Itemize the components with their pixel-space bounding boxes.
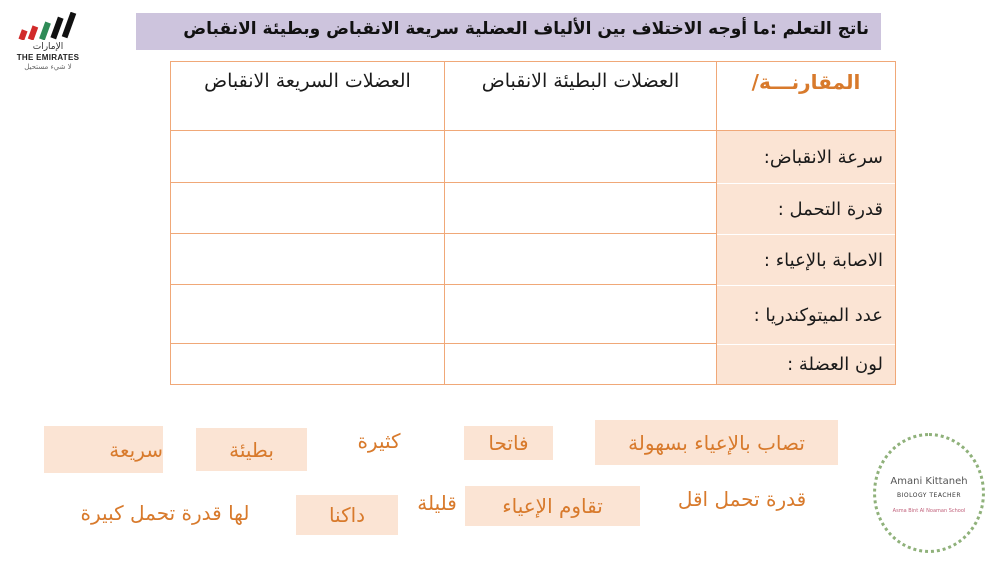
chip-low-endurance[interactable]: قدرة تحمل اقل — [677, 487, 807, 511]
drop-cell-slow-endurance[interactable] — [445, 184, 716, 234]
row-label-endurance: قدرة التحمل : — [717, 184, 895, 234]
chip-many[interactable]: كثيرة — [357, 429, 401, 453]
header-slow-muscles: العضلات البطيئة الانقباض — [481, 70, 680, 92]
drop-cell-slow-fatigue[interactable] — [445, 235, 716, 285]
chip-few[interactable]: قليلة — [417, 491, 457, 515]
header-fast-muscles: العضلات السريعة الانقباض — [204, 70, 411, 92]
chip-dark[interactable]: داكنا — [296, 495, 398, 535]
teacher-stamp — [873, 433, 985, 553]
drop-cell-fast-endurance[interactable] — [171, 184, 444, 234]
row-label-contraction-speed: سرعة الانقباض: — [717, 131, 895, 183]
drop-cell-fast-mitochondria[interactable] — [171, 286, 444, 344]
stamp-role: BIOLOGY TEACHER — [897, 492, 961, 499]
stamp-name: Amani Kittaneh — [890, 476, 968, 487]
chip-light[interactable]: فاتحا — [464, 426, 553, 460]
stamp-school: Asma Bint Al Noaman School — [892, 508, 966, 514]
emirates-logo — [12, 12, 84, 74]
logo-english-text: THE EMIRATES — [16, 53, 80, 62]
logo-tagline: لا شيء مستحيل — [24, 63, 72, 71]
drop-cell-fast-speed[interactable] — [171, 131, 444, 183]
comparison-table — [170, 61, 896, 385]
drop-cell-slow-speed[interactable] — [445, 131, 716, 183]
chip-slow[interactable]: بطيئة — [196, 428, 307, 471]
drop-cell-fast-fatigue[interactable] — [171, 235, 444, 285]
row-label-mitochondria: عدد الميتوكندريا : — [717, 286, 895, 344]
drop-cell-slow-color[interactable] — [445, 345, 716, 384]
header-comparison: المقارنـــة/ — [751, 70, 861, 94]
drop-cell-slow-mitochondria[interactable] — [445, 286, 716, 344]
page-title: ناتج التعلم :ما أوجه الاختلاف بين الألياف العضلية سريعة الانقباض وبطيئة الانقباض — [136, 13, 881, 50]
logo-arabic-text: الإمارات — [32, 42, 64, 52]
chip-resist-fatigue[interactable]: تقاوم الإعياء — [465, 486, 640, 526]
row-label-fatigue: الاصابة بالإعياء : — [717, 235, 895, 285]
chip-fast[interactable]: سريعة — [44, 426, 163, 473]
row-label-muscle-color: لون العضلة : — [717, 345, 895, 384]
chip-easy-fatigue[interactable]: تصاب بالإعياء بسهولة — [595, 420, 838, 465]
logo-bars-icon — [16, 12, 80, 40]
drop-cell-fast-color[interactable] — [171, 345, 444, 384]
chip-high-endurance[interactable]: لها قدرة تحمل كبيرة — [80, 501, 250, 525]
